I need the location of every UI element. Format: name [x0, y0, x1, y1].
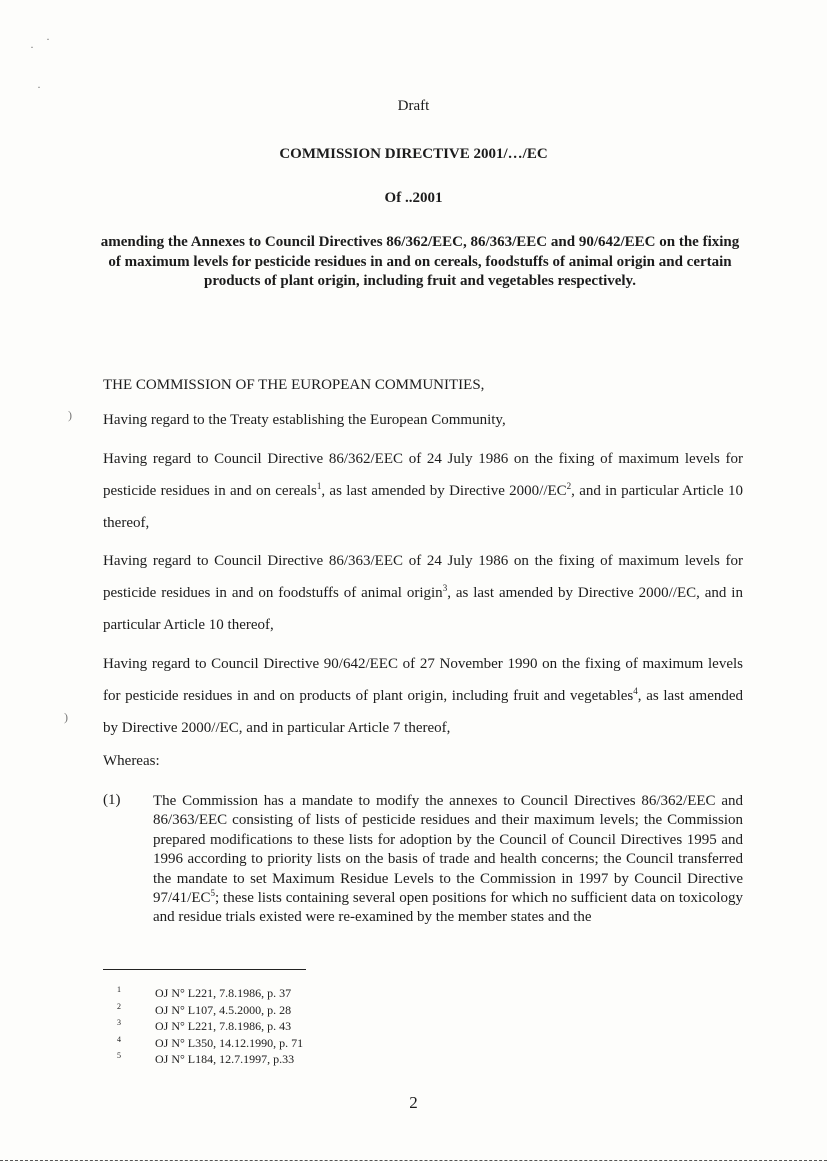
- citation-directive-86-363: Having regard to Council Directive 86/363/EEC of 24 July 1986 on the fixing of maximum levels for pesticide residues in and on foodstuffs of animal origin$^3$, as last amended by Directive 2000//EC, and in particular Article 10 thereof,: [103, 553, 743, 633]
- footnote: 1 OJ N° L221, 7.8.1986, p. 37: [117, 985, 292, 1000]
- recital-number: (1): [103, 792, 121, 808]
- footnote-ref: 3: [442, 583, 448, 593]
- page-number: 2: [409, 1093, 418, 1112]
- draft-label: Draft: [397, 98, 430, 114]
- footnote-ref: 4: [633, 686, 638, 696]
- treaty-recital: Having regard to the Treaty establishing the European Community,: [103, 412, 506, 428]
- scan-speck: ·: [37, 80, 41, 94]
- binding-hole-mark: ): [64, 710, 68, 724]
- recital-text: The Commission has a mandate to modify the annexes to Council Directives 86/362/EEC and 86/363/EEC consisting of lists of pesticide residues and their maximum levels; the Commission prepared modifications to these lists for adoption by the Council of Council Directives 1995 and 1996 according to priority lists on the basis of trade and health concerns; the Council transferred the mandate to set Maximum Residue Levels to the Commission in 1997 by Council Directive $97/41/EC^5$; these lists containing several open positions for which no sufficient data on toxicology and residue trials existed were re-examined by the member states and the: [153, 793, 743, 926]
- footnote: 2 OJ N° L107, 4.5.2000, p. 28: [117, 1001, 292, 1017]
- scan-edge-line: [0, 1160, 827, 1161]
- scan-speck: ·: [46, 32, 50, 46]
- directive-title: amending the Annexes to Council Directives 86/362/EEC, 86/363/EEC and 90/642/EEC on the fixing of maximum levels for pesticide residues in and on cereals, foodstuffs of animal origin and certain products of plant origin, including fruit and vegetables respectively.: [100, 234, 740, 289]
- footnote: 3 OJ N° L221, 7.8.1986, p. 43: [117, 1018, 292, 1033]
- citation-directive-86-362: Having regard to Council Directive 86/362/EEC of 24 July 1986 on the fixing of maximum levels for pesticide residues in and on cereals$^1$, as last amended by Directive $2000//EC^2$, and in particular Article 10 thereof,: [103, 451, 743, 531]
- footnote-separator: [103, 969, 306, 970]
- citation-directive-90-642: Having regard to Council Directive 90/642/EEC of 27 November 1990 on the fixing of maximum levels for pesticide residues in and on products of plant origin, including fruit and vegetables$^4$, as last amended by Directive 2000//EC, and in particular Article 7 thereof,: [103, 656, 744, 736]
- footnote: 4 OJ N° L350, 14.12.1990, p. 71: [117, 1034, 304, 1050]
- footnote-ref: 2: [566, 481, 572, 491]
- whereas-heading: Whereas:: [103, 753, 160, 769]
- binding-hole-mark: ): [68, 408, 72, 422]
- footnote-ref: 1: [316, 481, 322, 491]
- directive-number: COMMISSION DIRECTIVE 2001/…/EC: [279, 146, 548, 162]
- commission-heading: THE COMMISSION OF THE EUROPEAN COMMUNITIES,: [103, 377, 485, 393]
- footnote: 5 OJ N° L184, 12.7.1997, p.33: [117, 1051, 295, 1066]
- footnotes: [103, 985, 503, 1068]
- directive-date: Of ..2001: [384, 190, 443, 206]
- scan-speck: ·: [30, 40, 34, 54]
- footnote-ref: 5: [210, 888, 216, 899]
